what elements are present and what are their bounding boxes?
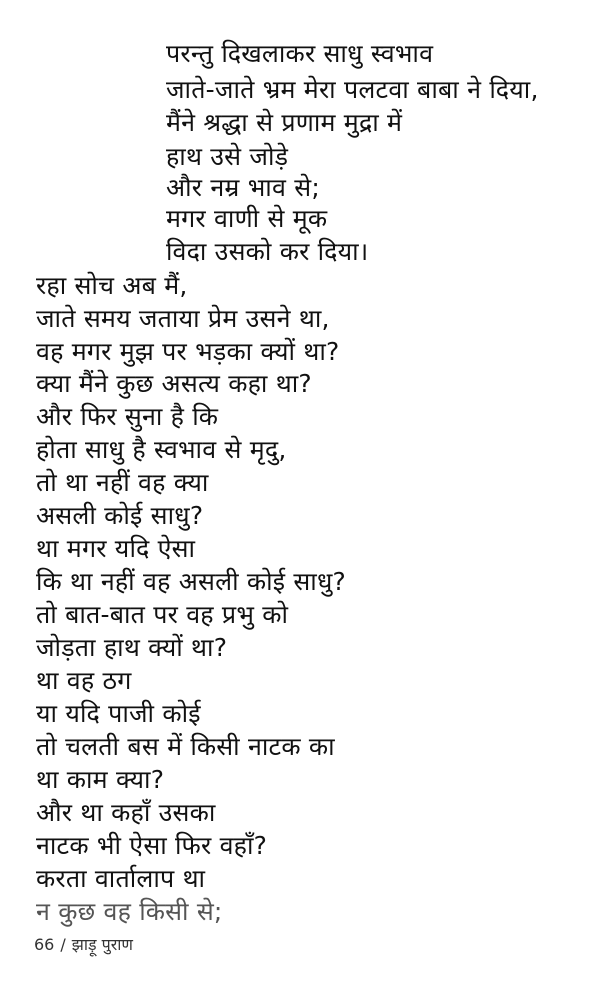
poem-line: होता साधु है स्वभाव से मृदु,	[36, 435, 287, 464]
poem-line: जाते-जाते भ्रम मेरा पलटवा बाबा ने दिया,	[166, 75, 539, 104]
poem-line: रहा सोच अब मैं,	[36, 271, 188, 300]
poem-line: और था कहाँ उसका	[36, 798, 216, 827]
poem-line: तो बात-बात पर वह प्रभु को	[36, 600, 289, 629]
poem-line: और नम्र भाव से;	[166, 173, 320, 202]
poem-line: जाते समय जताया प्रेम उसने था,	[36, 304, 330, 333]
poem-line: मैंने श्रद्धा से प्रणाम मुद्रा में	[166, 108, 403, 137]
poem-line: या यदि पाजी कोई	[36, 699, 201, 728]
poem-line: कि था नहीं वह असली कोई साधु?	[36, 567, 347, 596]
poem-line: तो चलती बस में किसी नाटक का	[36, 732, 335, 761]
poem-line: मगर वाणी से मूक	[166, 204, 328, 233]
poem-line: था वह ठग	[36, 666, 132, 695]
poem-line: नाटक भी ऐसा फिर वहाँ?	[36, 831, 268, 860]
footer-separator: /	[60, 935, 66, 954]
page-number: 66	[34, 935, 55, 954]
poem-line: परन्तु दिखलाकर साधु स्वभाव	[166, 39, 434, 68]
book-title: झाड़ू पुराण	[71, 935, 133, 954]
poem-line: जोड़ता हाथ क्यों था?	[36, 633, 228, 662]
poem-line: वह मगर मुझ पर भड़का क्यों था?	[36, 337, 340, 366]
poem-line: क्या मैंने कुछ असत्य कहा था?	[36, 369, 312, 398]
page-footer	[34, 934, 133, 956]
poem-line: न कुछ वह किसी से;	[36, 897, 223, 926]
poem-line: था काम क्या?	[36, 765, 165, 794]
poem-line: विदा उसको कर दिया।	[166, 237, 369, 266]
poem-line: तो था नहीं वह क्या	[36, 468, 209, 497]
poem-line: करता वार्तालाप था	[36, 864, 206, 893]
poem-line: था मगर यदि ऐसा	[36, 534, 196, 563]
poem-line: असली कोई साधु?	[36, 501, 204, 530]
poem-line: और फिर सुना है कि	[36, 402, 219, 431]
poem-line: हाथ उसे जोड़े	[166, 142, 289, 171]
